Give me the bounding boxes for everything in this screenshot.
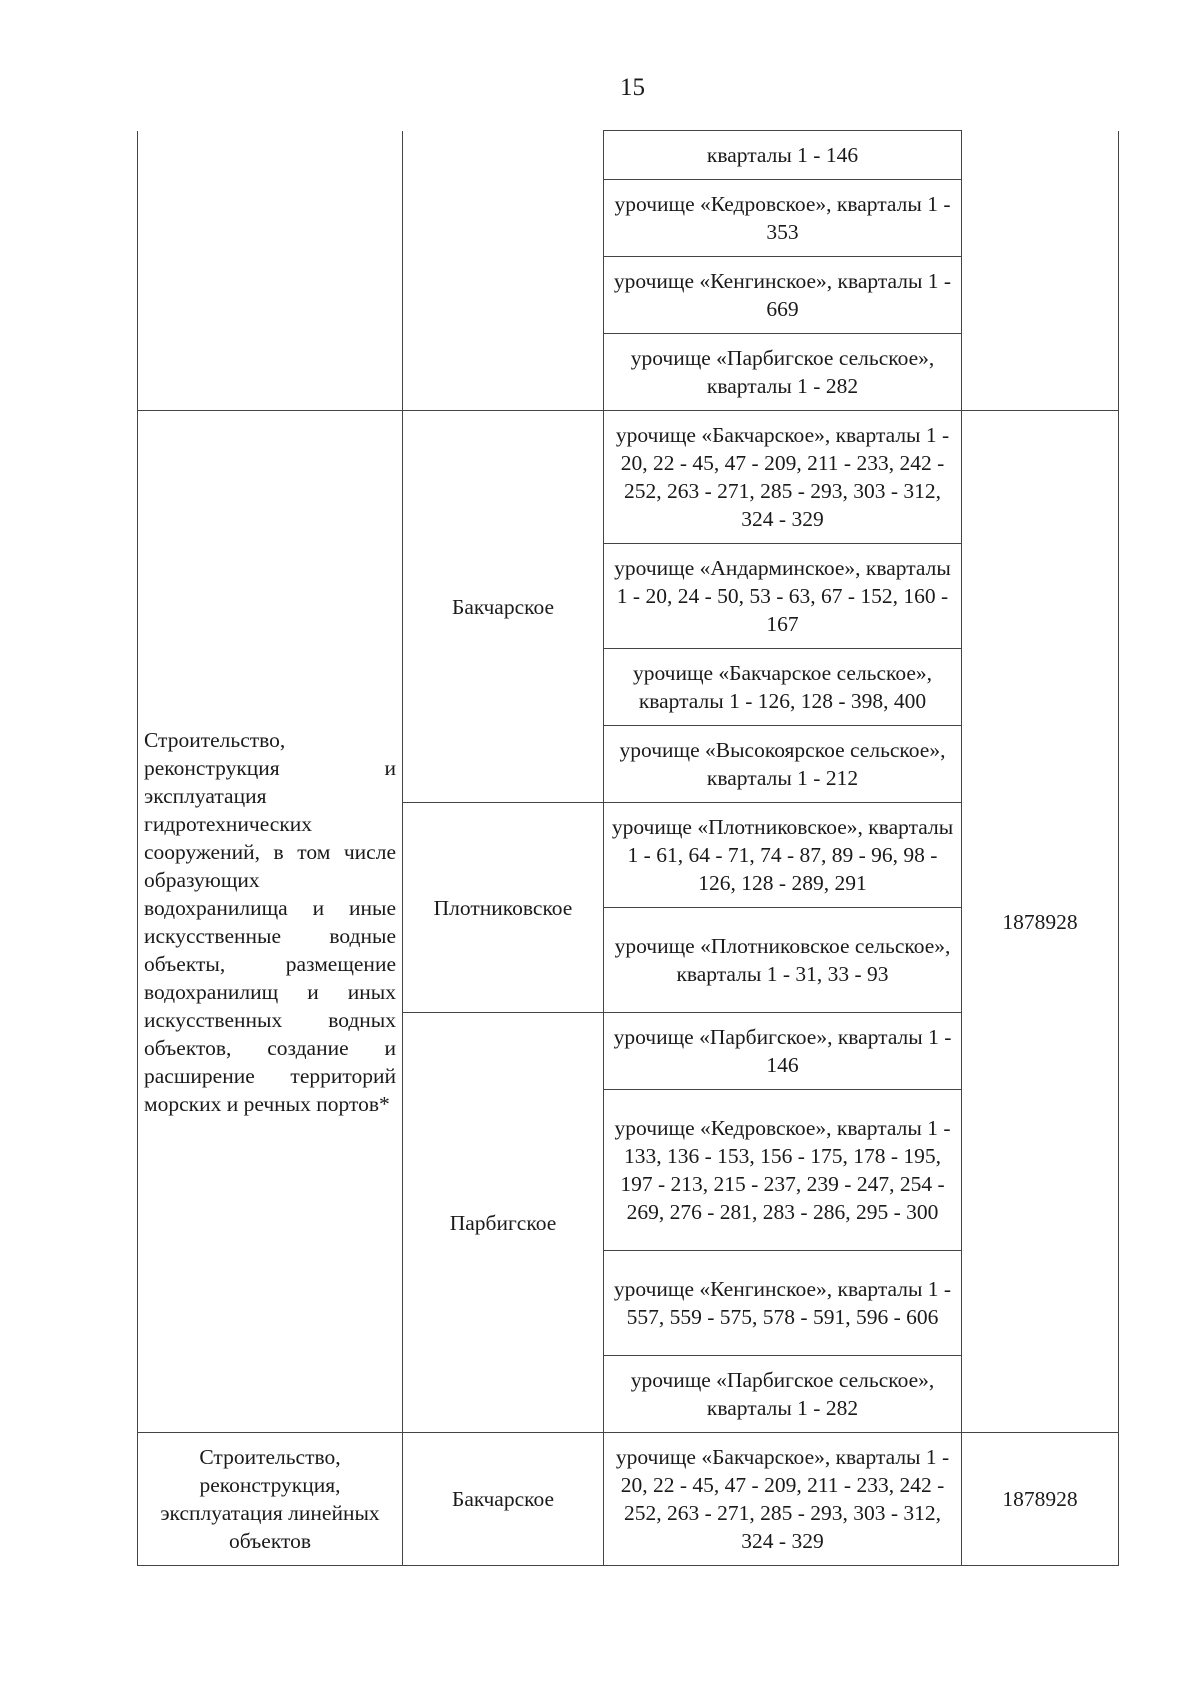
- forest-use-table: [137, 130, 1119, 1566]
- tract-cell: урочище «Кенгинское», кварталы 1 - 669: [604, 257, 962, 334]
- tract-cell: урочище «Парбигское», кварталы 1 - 146: [604, 1013, 962, 1090]
- activity-cell: Строительство, реконструкция и эксплуатация гидротехнических сооружений, в том числе образующих водохранилища и иные искусственные водные объекты, размещение водохранилищ и иных искусственных водных объектов, создание и расширение территорий морских и речных портов*: [138, 411, 403, 1433]
- tract-cell: урочище «Парбигское сельское», кварталы 1 - 282: [604, 334, 962, 411]
- tract-cell: урочище «Плотниковское», кварталы 1 - 61, 64 - 71, 74 - 87, 89 - 96, 98 - 126, 128 - 289, 291: [604, 803, 962, 908]
- tract-cell: кварталы 1 - 146: [604, 131, 962, 180]
- tract-cell: урочище «Плотниковское сельское», кварталы 1 - 31, 33 - 93: [604, 908, 962, 1013]
- table-row: [138, 131, 1119, 180]
- tract-cell: урочище «Бакчарское», кварталы 1 - 20, 22 - 45, 47 - 209, 211 - 233, 242 - 252, 263 - 271, 285 - 293, 303 - 312, 324 - 329: [604, 1433, 962, 1566]
- forestry-cell-empty: [403, 131, 604, 411]
- table-row: [138, 411, 1119, 544]
- area-cell: 1878928: [962, 1433, 1119, 1566]
- forestry-cell: Парбигское: [403, 1013, 604, 1433]
- page-number: 15: [620, 74, 645, 101]
- tract-cell: урочище «Кедровское», кварталы 1 - 353: [604, 180, 962, 257]
- forestry-cell: Плотниковское: [403, 803, 604, 1013]
- table-row: [138, 1433, 1119, 1566]
- forestry-cell: Бакчарское: [403, 1433, 604, 1566]
- area-cell: 1878928: [962, 411, 1119, 1433]
- activity-cell-empty: [138, 131, 403, 411]
- tract-cell: урочище «Кенгинское», кварталы 1 - 557, 559 - 575, 578 - 591, 596 - 606: [604, 1251, 962, 1356]
- tract-cell: урочище «Кедровское», кварталы 1 - 133, 136 - 153, 156 - 175, 178 - 195, 197 - 213, 215 - 237, 239 - 247, 254 - 269, 276 - 281, 283 - 286, 295 - 300: [604, 1090, 962, 1251]
- tract-cell: урочище «Бакчарское», кварталы 1 - 20, 22 - 45, 47 - 209, 211 - 233, 242 - 252, 263 - 271, 285 - 293, 303 - 312, 324 - 329: [604, 411, 962, 544]
- tract-cell: урочище «Парбигское сельское», кварталы 1 - 282: [604, 1356, 962, 1433]
- forestry-cell: Бакчарское: [403, 411, 604, 803]
- tract-cell: урочище «Высокоярское сельское», кварталы 1 - 212: [604, 726, 962, 803]
- tract-cell: урочище «Андарминское», кварталы 1 - 20, 24 - 50, 53 - 63, 67 - 152, 160 - 167: [604, 544, 962, 649]
- tract-cell: урочище «Бакчарское сельское», кварталы 1 - 126, 128 - 398, 400: [604, 649, 962, 726]
- activity-cell: Строительство, реконструкция, эксплуатация линейных объектов: [138, 1433, 403, 1566]
- area-cell-empty: [962, 131, 1119, 411]
